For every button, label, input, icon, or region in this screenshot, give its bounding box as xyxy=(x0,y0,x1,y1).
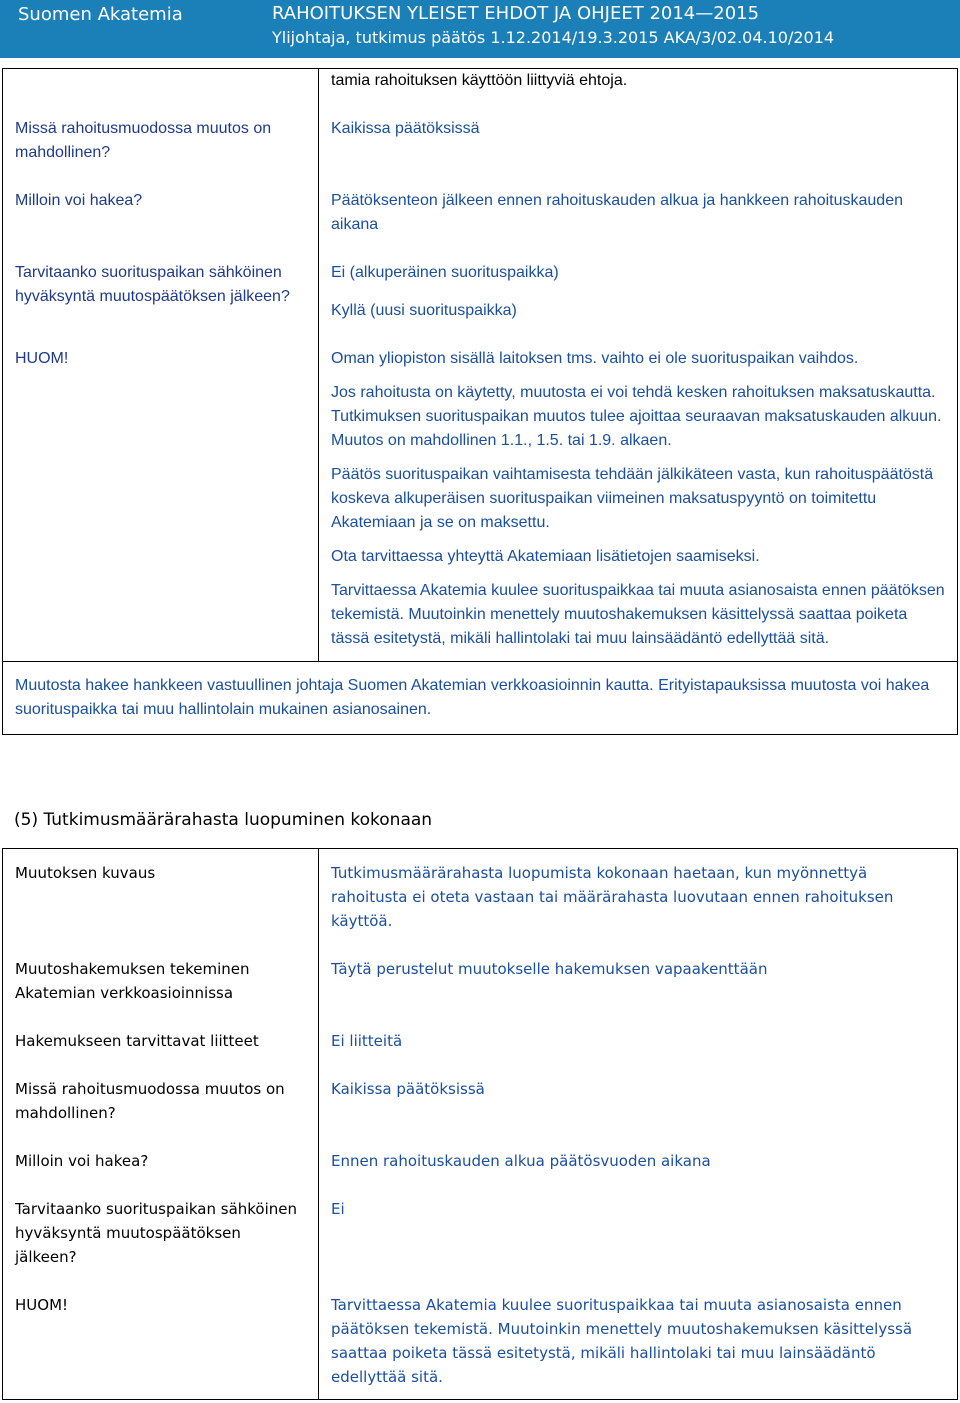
row-label: Hakemukseen tarvittavat liitteet xyxy=(3,1005,319,1053)
value-paragraph: Tarvittaessa Akatemia kuulee suorituspaikkaa tai muuta asianosaista ennen päätöksen tekemistä. Muutoinkin menettely muutoshakemuksen käsittelyssä saattaa poiketa tässä esitetystä, mikäli hallintolaki tai muu lainsäädäntö edellyttää sitä. xyxy=(331,582,945,647)
row-value: Ennen rahoituskauden alkua päätösvuoden aikana xyxy=(331,1152,711,1170)
section-heading: (5) Tutkimusmäärärahasta luopuminen kokonaan xyxy=(14,810,433,830)
row-value: Täytä perustelut muutokselle hakemuksen vapaakenttään xyxy=(331,960,768,978)
table-row xyxy=(3,849,958,934)
row-value: Ei liitteitä xyxy=(331,1032,403,1050)
row-label: HUOM! xyxy=(3,323,319,662)
table-row xyxy=(3,237,958,323)
empty-label-cell xyxy=(3,69,319,94)
change-table-4 xyxy=(2,68,958,735)
row-label: Tarvitaanko suorituspaikan sähköinen hyväksyntä muutospäätöksen jälkeen? xyxy=(3,1173,319,1269)
table-row xyxy=(3,662,958,735)
document-reference: Ylijohtaja, tutkimus päätös 1.12.2014/19.3.2015 AKA/3/02.04.10/2014 xyxy=(272,28,835,47)
change-table-5 xyxy=(2,848,958,1400)
org-name: Suomen Akatemia xyxy=(18,4,183,25)
row-label: Missä rahoitusmuodossa muutos on mahdollinen? xyxy=(3,93,319,165)
value-paragraph: Kyllä (uusi suorituspaikka) xyxy=(331,302,517,319)
value-paragraph: Ota tarvittaessa yhteyttä Akatemiaan lisätietojen saamiseksi. xyxy=(331,548,760,565)
table-row xyxy=(3,1269,958,1400)
row-label: Muutoksen kuvaus xyxy=(3,849,319,934)
row-label: HUOM! xyxy=(3,1269,319,1400)
table-row xyxy=(3,1005,958,1053)
value-paragraph: Päätös suorituspaikan vaihtamisesta tehdään jälkikäteen vasta, kun rahoituspäätöstä koskeva alkuperäisen suorituspaikan viimeinen maksatuspyyntö on toimitettu Akatemiaan ja se on maksettu. xyxy=(331,466,934,531)
table-row xyxy=(3,165,958,237)
table-row xyxy=(3,93,958,165)
value-paragraph: Jos rahoitusta on käytetty, muutosta ei voi tehdä kesken rahoituksen maksatuskautta. Tutkimuksen suorituspaikan muutos tulee ajoittaa seuraavan maksatuskauden alkuun. Muutos on mahdollinen 1.1., 1.5. tai 1.9. alkaen. xyxy=(331,384,942,449)
value-paragraph: Ei (alkuperäinen suorituspaikka) xyxy=(331,264,559,281)
row-value: Kaikissa päätöksissä xyxy=(331,120,480,137)
row-label: Milloin voi hakea? xyxy=(3,1125,319,1173)
row-label: Milloin voi hakea? xyxy=(3,165,319,237)
row-label: Muutoshakemuksen tekeminen Akatemian verkkoasioinnissa xyxy=(3,933,319,1005)
continued-text: tamia rahoituksen käyttöön liittyviä ehtoja. xyxy=(331,72,628,89)
row-value: Ei xyxy=(331,1200,345,1218)
row-value: Päätöksenteon jälkeen ennen rahoituskauden alkua ja hankkeen rahoituskauden aikana xyxy=(331,192,903,233)
row-value xyxy=(319,323,958,662)
row-value: Tutkimusmäärärahasta luopumista kokonaan haetaan, kun myönnettyä rahoitusta ei oteta vastaan tai määrärahasta luovutaan ennen rahoituksen käyttöä. xyxy=(331,864,894,930)
row-label: Tarvitaanko suorituspaikan sähköinen hyväksyntä muutospäätöksen jälkeen? xyxy=(3,237,319,323)
row-label: Missä rahoitusmuodossa muutos on mahdollinen? xyxy=(3,1053,319,1125)
table-row xyxy=(3,933,958,1005)
table-row xyxy=(3,1125,958,1173)
page-header xyxy=(0,0,960,58)
row-value: Kaikissa päätöksissä xyxy=(331,1080,485,1098)
table-row xyxy=(3,1053,958,1125)
value-paragraph: Oman yliopiston sisällä laitoksen tms. vaihto ei ole suorituspaikan vaihdos. xyxy=(331,350,859,367)
document-title: RAHOITUKSEN YLEISET EHDOT JA OHJEET 2014—2015 xyxy=(272,3,760,24)
table-row xyxy=(3,1173,958,1269)
row-value: Tarvittaessa Akatemia kuulee suorituspaikkaa tai muuta asianosaista ennen päätöksen tekemistä. Muutoinkin menettely muutoshakemuksen käsittelyssä saattaa poiketa tässä esitetystä, mikäli hallintolaki tai muu lainsäädäntö edellyttää sitä. xyxy=(331,1296,913,1386)
footer-note: Muutosta hakee hankkeen vastuullinen johtaja Suomen Akatemian verkkoasioinnin kautta. Erityistapauksissa muutosta voi hakea suorituspaikka tai muu hallintolain mukainen asianosainen. xyxy=(3,662,958,735)
row-value xyxy=(319,237,958,323)
table-row xyxy=(3,69,958,94)
table-row xyxy=(3,323,958,662)
